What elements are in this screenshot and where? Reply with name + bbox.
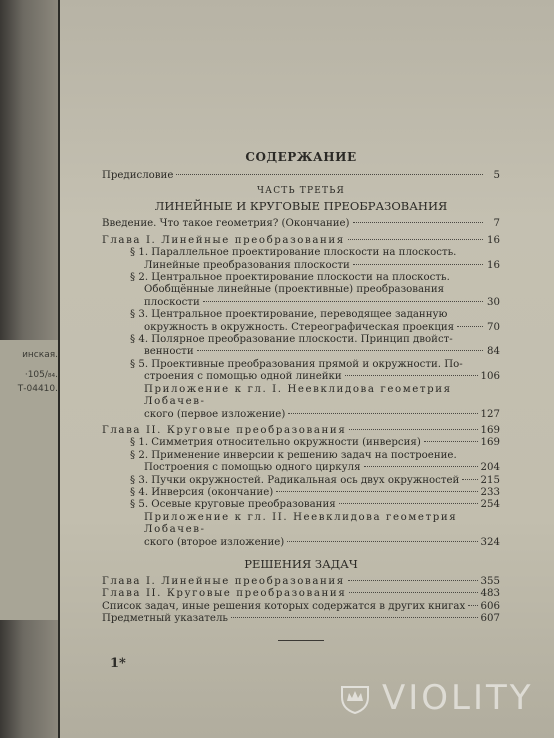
section-line: Линейные преобразования плоскости [144,259,350,271]
leader-dots [203,301,483,302]
toc-index-page: 607 [480,613,500,625]
watermark-text: VIOLITY [382,678,534,718]
leader-dots [349,592,477,593]
leader-dots [176,174,483,175]
toc-other-books-label: Список задач, иные решения которых содержатся в других книгах [102,600,466,612]
toc-chapter1-page: 16 [487,234,500,246]
watermark [338,678,534,718]
section-line: § 3. Центральное проектирование, переводящее заданную [130,309,448,321]
leader-dots [457,326,483,327]
section-page: 215 [480,474,500,486]
toc-ch2-appendix [102,512,500,549]
toc-intro-page: 7 [493,218,500,230]
leader-dots [424,441,478,442]
toc-ch1-section-3 [102,309,500,334]
appendix-line: Приложение к гл. I. Неевклидова геометрия Лобачев- [144,383,452,408]
toc-solutions-chapter2-page: 483 [480,588,500,600]
appendix-line: Приложение к гл. II. Неевклидова геометрия Лобачев- [144,511,458,536]
toc-intro-label: Введение. Что такое геометрия? (Окончание) [102,218,350,230]
book-page [60,0,554,738]
section-page: 204 [480,462,500,474]
section-line: § 1. Симметрия относительно окружности (инверсия) [130,437,421,449]
toc-ch1-section-4 [102,334,500,359]
toc-solutions-chapter2-label: Глава II. Круговые преобразования [102,588,347,600]
toc-solutions-chapter1-page: 355 [480,575,500,587]
toc-index [102,613,500,625]
section-line: Обобщённые линейные (проективные) преобразования [144,284,445,296]
toc-solutions-chapter1-label: Глава I. Линейные преобразования [102,575,345,587]
leader-dots [339,503,478,504]
section-line: § 4. Инверсия (окончание) [130,486,274,498]
section-line: § 2. Применение инверсии к решению задач на построение. [130,449,457,461]
leader-dots [276,491,477,492]
toc-ch2-section-4 [102,487,500,499]
leader-dots [468,605,477,606]
toc-preface-page: 5 [493,170,500,181]
leader-dots [348,239,483,240]
section-line: § 1. Параллельное проектирование плоскости на плоскость. [130,247,457,259]
left-page-line-2: ·105/₈₄. [24,370,58,380]
leader-dots [353,264,483,265]
left-page-line-1: инская. [22,350,58,360]
toc-ch2-section-2 [102,450,500,475]
leader-dots [462,479,477,480]
leader-dots [197,350,483,351]
toc-solutions-chapter2 [102,588,500,600]
toc-intro [102,218,500,230]
section-line: § 2. Центральное проектирование плоскости на плоскость. [130,272,450,284]
toc-ch1-section-5 [102,359,500,384]
leader-dots [345,375,478,376]
section-page: 16 [487,259,500,271]
section-page: 169 [480,437,500,449]
section-line: § 4. Полярное преобразование плоскости. Принцип двойст- [130,334,453,346]
toc-ch1-section-2 [102,272,500,309]
table-of-contents [102,150,500,641]
appendix-line: ского (второе изложение) [144,536,285,548]
toc-ch2-section-1 [102,437,500,449]
section-page: 106 [480,371,500,383]
closing-rule [278,640,324,641]
toc-title: СОДЕРЖАНИЕ [245,150,357,164]
toc-ch2-section-5 [102,499,500,511]
leader-dots [349,429,477,430]
section-page: 84 [487,346,500,358]
section-page: 70 [487,321,500,333]
signature-mark: 1* [110,656,126,671]
section-line: окружность в окружность. Стереографическая проекция [144,321,455,333]
toc-chapter2-page: 169 [480,424,500,436]
left-page-line-3: Т-04410. [17,384,58,394]
toc-other-books-page: 606 [480,600,500,612]
leader-dots [348,580,478,581]
part-subtitle: ЛИНЕЙНЫЕ И КРУГОВЫЕ ПРЕОБРАЗОВАНИЯ [154,199,448,214]
leader-dots [231,617,478,618]
toc-chapter2 [102,425,500,437]
section-line: плоскости [144,296,200,308]
section-line: § 5. Осевые круговые преобразования [130,499,336,511]
part-title: ЧАСТЬ ТРЕТЬЯ [257,186,345,197]
toc-chapter1-label: Глава I. Линейные преобразования [102,234,345,246]
toc-solutions-chapter1 [102,576,500,588]
left-page-edge [0,340,58,620]
section-line: строения с помощью одной линейки [144,371,342,383]
section-page: 233 [480,486,500,498]
leader-dots [364,466,478,467]
toc-other-books [102,601,500,613]
section-line: § 3. Пучки окружностей. Радикальная ось двух окружностей [130,474,460,486]
section-line: § 5. Проективные преобразования прямой и окружности. По- [130,358,463,370]
section-page: 254 [480,499,500,511]
toc-chapter2-label: Глава II. Круговые преобразования [102,424,347,436]
section-page: 30 [487,296,500,308]
appendix-page: 127 [480,408,500,420]
leader-dots [288,413,477,414]
toc-ch1-section-1 [102,247,500,272]
appendix-line: ского (первое изложение) [144,408,286,420]
section-line: Построения с помощью одного циркуля [144,462,361,474]
appendix-page: 324 [480,536,500,548]
toc-ch2-section-3 [102,475,500,487]
toc-index-label: Предметный указатель [102,613,228,625]
toc-ch1-appendix [102,384,500,421]
section-line: венности [144,346,194,358]
toc-preface [102,170,500,182]
toc-preface-label: Предисловие [102,170,174,181]
crown-shield-icon [338,681,372,715]
toc-chapter1 [102,235,500,247]
solutions-title: РЕШЕНИЯ ЗАДАЧ [244,556,358,571]
leader-dots [287,541,477,542]
leader-dots [353,222,483,223]
